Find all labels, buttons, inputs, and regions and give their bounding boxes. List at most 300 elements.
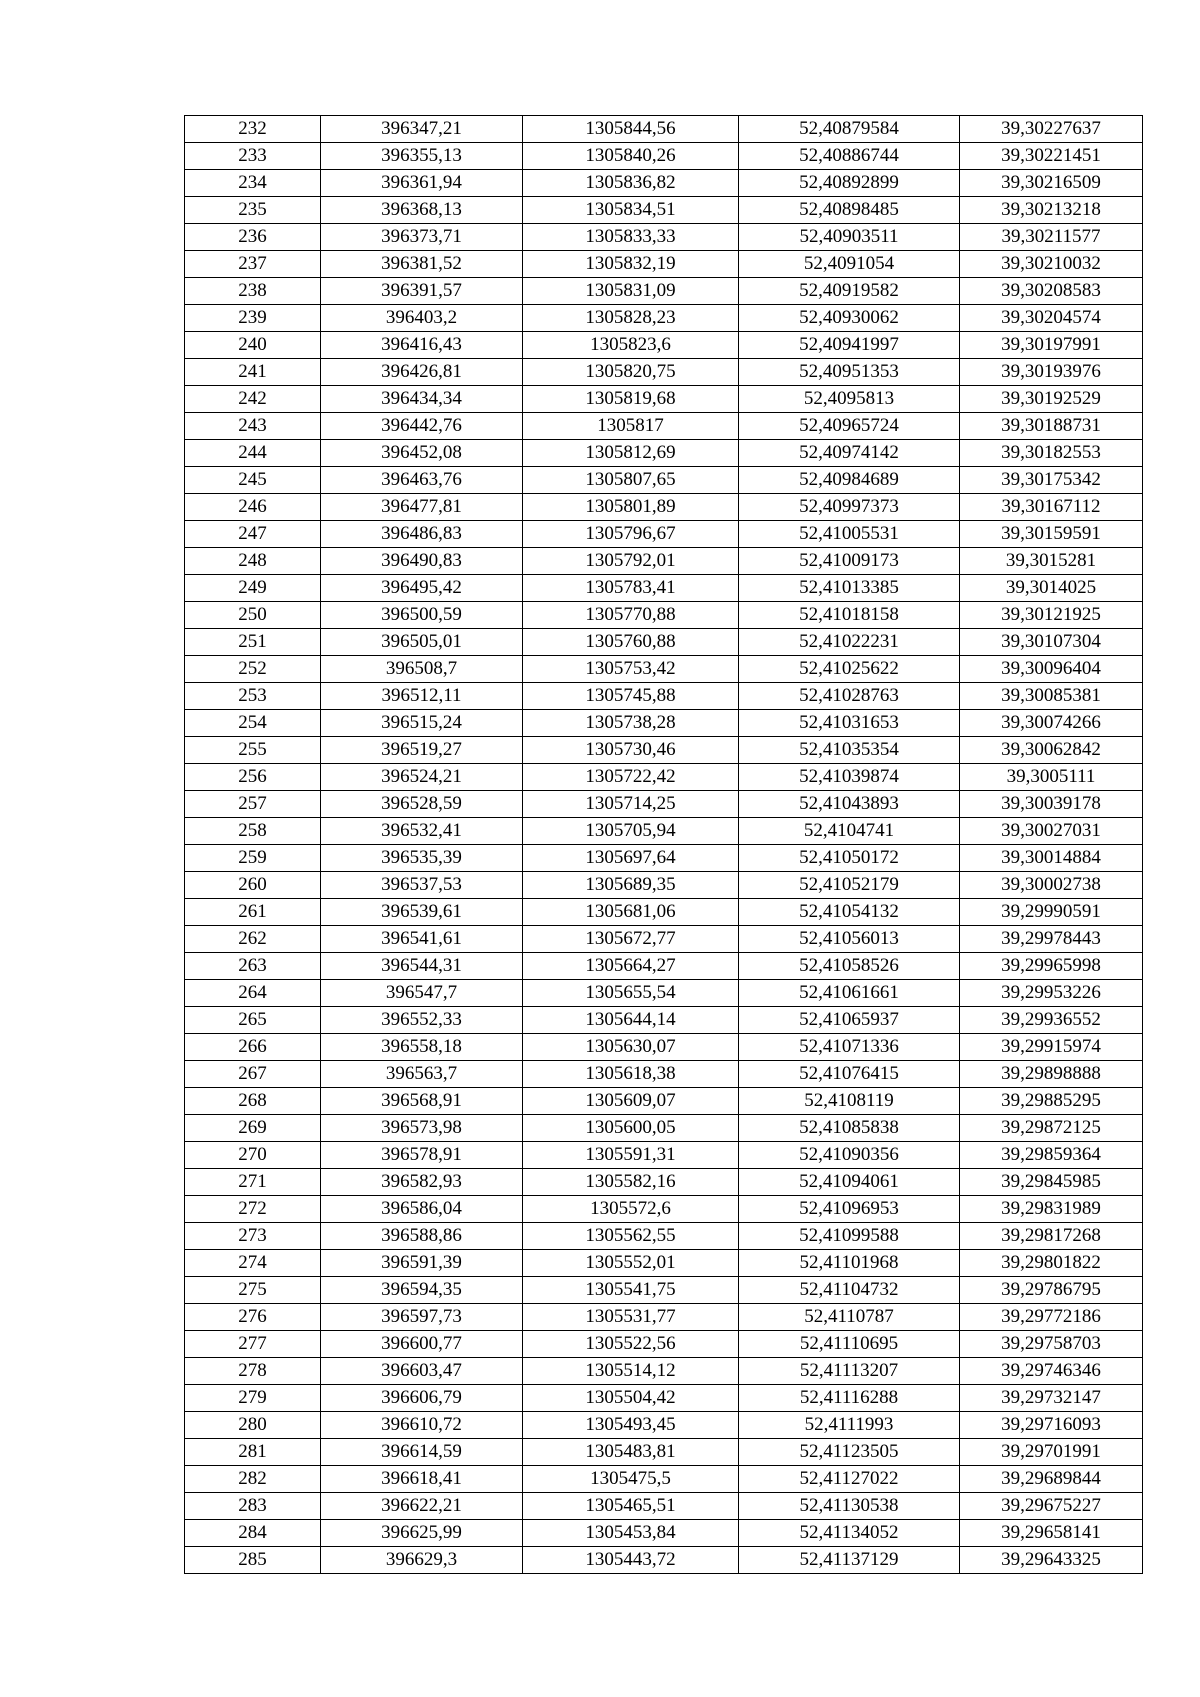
latitude-cell: 52,40984689: [739, 467, 960, 494]
x-coordinate-cell: 396528,59: [321, 791, 523, 818]
x-coordinate-cell: 396610,72: [321, 1412, 523, 1439]
longitude-cell: 39,30107304: [960, 629, 1143, 656]
table-row: [185, 791, 1143, 818]
y-coordinate-cell: 1305831,09: [523, 278, 739, 305]
latitude-cell: 52,41123505: [739, 1439, 960, 1466]
x-coordinate-cell: 396622,21: [321, 1493, 523, 1520]
longitude-cell: 39,30027031: [960, 818, 1143, 845]
point-number-cell: 266: [185, 1034, 321, 1061]
latitude-cell: 52,40892899: [739, 170, 960, 197]
table-row: [185, 818, 1143, 845]
longitude-cell: 39,29898888: [960, 1061, 1143, 1088]
longitude-cell: 39,30159591: [960, 521, 1143, 548]
point-number-cell: 232: [185, 116, 321, 143]
point-number-cell: 285: [185, 1547, 321, 1574]
y-coordinate-cell: 1305630,07: [523, 1034, 739, 1061]
table-row: [185, 926, 1143, 953]
point-number-cell: 281: [185, 1439, 321, 1466]
longitude-cell: 39,30121925: [960, 602, 1143, 629]
point-number-cell: 235: [185, 197, 321, 224]
y-coordinate-cell: 1305796,67: [523, 521, 739, 548]
point-number-cell: 243: [185, 413, 321, 440]
longitude-cell: 39,29689844: [960, 1466, 1143, 1493]
latitude-cell: 52,41056013: [739, 926, 960, 953]
longitude-cell: 39,29953226: [960, 980, 1143, 1007]
point-number-cell: 276: [185, 1304, 321, 1331]
latitude-cell: 52,41028763: [739, 683, 960, 710]
latitude-cell: 52,41035354: [739, 737, 960, 764]
point-number-cell: 255: [185, 737, 321, 764]
longitude-cell: 39,29872125: [960, 1115, 1143, 1142]
table-row: [185, 1250, 1143, 1277]
y-coordinate-cell: 1305753,42: [523, 656, 739, 683]
y-coordinate-cell: 1305572,6: [523, 1196, 739, 1223]
latitude-cell: 52,4091054: [739, 251, 960, 278]
latitude-cell: 52,40903511: [739, 224, 960, 251]
x-coordinate-cell: 396495,42: [321, 575, 523, 602]
latitude-cell: 52,41113207: [739, 1358, 960, 1385]
coordinates-table: [184, 115, 1143, 1574]
y-coordinate-cell: 1305493,45: [523, 1412, 739, 1439]
table-row: [185, 359, 1143, 386]
y-coordinate-cell: 1305828,23: [523, 305, 739, 332]
latitude-cell: 52,41116288: [739, 1385, 960, 1412]
latitude-cell: 52,4104741: [739, 818, 960, 845]
longitude-cell: 39,30221451: [960, 143, 1143, 170]
x-coordinate-cell: 396486,83: [321, 521, 523, 548]
x-coordinate-cell: 396403,2: [321, 305, 523, 332]
table-row: [185, 224, 1143, 251]
table-row: [185, 656, 1143, 683]
latitude-cell: 52,41130538: [739, 1493, 960, 1520]
latitude-cell: 52,41009173: [739, 548, 960, 575]
latitude-cell: 52,41134052: [739, 1520, 960, 1547]
point-number-cell: 247: [185, 521, 321, 548]
latitude-cell: 52,41090356: [739, 1142, 960, 1169]
longitude-cell: 39,29732147: [960, 1385, 1143, 1412]
longitude-cell: 39,29845985: [960, 1169, 1143, 1196]
latitude-cell: 52,40930062: [739, 305, 960, 332]
y-coordinate-cell: 1305783,41: [523, 575, 739, 602]
y-coordinate-cell: 1305475,5: [523, 1466, 739, 1493]
table-row: [185, 1061, 1143, 1088]
table-row: [185, 1304, 1143, 1331]
longitude-cell: 39,30085381: [960, 683, 1143, 710]
table-row: [185, 1493, 1143, 1520]
point-number-cell: 242: [185, 386, 321, 413]
point-number-cell: 264: [185, 980, 321, 1007]
latitude-cell: 52,40965724: [739, 413, 960, 440]
longitude-cell: 39,29716093: [960, 1412, 1143, 1439]
x-coordinate-cell: 396591,39: [321, 1250, 523, 1277]
latitude-cell: 52,41031653: [739, 710, 960, 737]
longitude-cell: 39,3014025: [960, 575, 1143, 602]
longitude-cell: 39,30227637: [960, 116, 1143, 143]
latitude-cell: 52,41043893: [739, 791, 960, 818]
point-number-cell: 274: [185, 1250, 321, 1277]
x-coordinate-cell: 396586,04: [321, 1196, 523, 1223]
x-coordinate-cell: 396568,91: [321, 1088, 523, 1115]
table-row: [185, 602, 1143, 629]
latitude-cell: 52,40879584: [739, 116, 960, 143]
longitude-cell: 39,30211577: [960, 224, 1143, 251]
longitude-cell: 39,30182553: [960, 440, 1143, 467]
y-coordinate-cell: 1305681,06: [523, 899, 739, 926]
point-number-cell: 272: [185, 1196, 321, 1223]
y-coordinate-cell: 1305820,75: [523, 359, 739, 386]
y-coordinate-cell: 1305770,88: [523, 602, 739, 629]
table-row: [185, 278, 1143, 305]
table-row: [185, 1412, 1143, 1439]
longitude-cell: 39,30175342: [960, 467, 1143, 494]
table-row: [185, 1142, 1143, 1169]
longitude-cell: 39,3005111: [960, 764, 1143, 791]
latitude-cell: 52,41018158: [739, 602, 960, 629]
table-row: [185, 980, 1143, 1007]
x-coordinate-cell: 396544,31: [321, 953, 523, 980]
y-coordinate-cell: 1305504,42: [523, 1385, 739, 1412]
point-number-cell: 283: [185, 1493, 321, 1520]
table-row: [185, 548, 1143, 575]
x-coordinate-cell: 396477,81: [321, 494, 523, 521]
point-number-cell: 236: [185, 224, 321, 251]
table-row: [185, 1088, 1143, 1115]
longitude-cell: 39,30062842: [960, 737, 1143, 764]
longitude-cell: 39,29801822: [960, 1250, 1143, 1277]
longitude-cell: 39,29990591: [960, 899, 1143, 926]
y-coordinate-cell: 1305844,56: [523, 116, 739, 143]
x-coordinate-cell: 396368,13: [321, 197, 523, 224]
x-coordinate-cell: 396629,3: [321, 1547, 523, 1574]
y-coordinate-cell: 1305714,25: [523, 791, 739, 818]
y-coordinate-cell: 1305745,88: [523, 683, 739, 710]
y-coordinate-cell: 1305689,35: [523, 872, 739, 899]
table-row: [185, 953, 1143, 980]
table-row: [185, 872, 1143, 899]
longitude-cell: 39,29831989: [960, 1196, 1143, 1223]
x-coordinate-cell: 396552,33: [321, 1007, 523, 1034]
point-number-cell: 233: [185, 143, 321, 170]
point-number-cell: 269: [185, 1115, 321, 1142]
table-row: [185, 413, 1143, 440]
point-number-cell: 273: [185, 1223, 321, 1250]
point-number-cell: 254: [185, 710, 321, 737]
latitude-cell: 52,41101968: [739, 1250, 960, 1277]
longitude-cell: 39,29978443: [960, 926, 1143, 953]
y-coordinate-cell: 1305697,64: [523, 845, 739, 872]
longitude-cell: 39,30197991: [960, 332, 1143, 359]
longitude-cell: 39,30192529: [960, 386, 1143, 413]
point-number-cell: 280: [185, 1412, 321, 1439]
x-coordinate-cell: 396391,57: [321, 278, 523, 305]
longitude-cell: 39,29915974: [960, 1034, 1143, 1061]
point-number-cell: 256: [185, 764, 321, 791]
x-coordinate-cell: 396500,59: [321, 602, 523, 629]
x-coordinate-cell: 396547,7: [321, 980, 523, 1007]
table-row: [185, 494, 1143, 521]
longitude-cell: 39,30213218: [960, 197, 1143, 224]
coordinates-table-body: [185, 116, 1143, 1574]
x-coordinate-cell: 396573,98: [321, 1115, 523, 1142]
latitude-cell: 52,41050172: [739, 845, 960, 872]
point-number-cell: 284: [185, 1520, 321, 1547]
point-number-cell: 239: [185, 305, 321, 332]
longitude-cell: 39,3015281: [960, 548, 1143, 575]
longitude-cell: 39,30193976: [960, 359, 1143, 386]
y-coordinate-cell: 1305453,84: [523, 1520, 739, 1547]
y-coordinate-cell: 1305812,69: [523, 440, 739, 467]
latitude-cell: 52,40919582: [739, 278, 960, 305]
longitude-cell: 39,30096404: [960, 656, 1143, 683]
point-number-cell: 234: [185, 170, 321, 197]
x-coordinate-cell: 396606,79: [321, 1385, 523, 1412]
latitude-cell: 52,41071336: [739, 1034, 960, 1061]
latitude-cell: 52,4095813: [739, 386, 960, 413]
longitude-cell: 39,29746346: [960, 1358, 1143, 1385]
y-coordinate-cell: 1305840,26: [523, 143, 739, 170]
point-number-cell: 244: [185, 440, 321, 467]
x-coordinate-cell: 396355,13: [321, 143, 523, 170]
x-coordinate-cell: 396426,81: [321, 359, 523, 386]
longitude-cell: 39,29786795: [960, 1277, 1143, 1304]
point-number-cell: 262: [185, 926, 321, 953]
y-coordinate-cell: 1305600,05: [523, 1115, 739, 1142]
longitude-cell: 39,30039178: [960, 791, 1143, 818]
y-coordinate-cell: 1305834,51: [523, 197, 739, 224]
point-number-cell: 245: [185, 467, 321, 494]
point-number-cell: 238: [185, 278, 321, 305]
latitude-cell: 52,41058526: [739, 953, 960, 980]
y-coordinate-cell: 1305792,01: [523, 548, 739, 575]
point-number-cell: 265: [185, 1007, 321, 1034]
point-number-cell: 250: [185, 602, 321, 629]
y-coordinate-cell: 1305819,68: [523, 386, 739, 413]
x-coordinate-cell: 396578,91: [321, 1142, 523, 1169]
x-coordinate-cell: 396582,93: [321, 1169, 523, 1196]
x-coordinate-cell: 396618,41: [321, 1466, 523, 1493]
point-number-cell: 248: [185, 548, 321, 575]
longitude-cell: 39,29643325: [960, 1547, 1143, 1574]
x-coordinate-cell: 396588,86: [321, 1223, 523, 1250]
y-coordinate-cell: 1305609,07: [523, 1088, 739, 1115]
x-coordinate-cell: 396614,59: [321, 1439, 523, 1466]
longitude-cell: 39,30208583: [960, 278, 1143, 305]
x-coordinate-cell: 396463,76: [321, 467, 523, 494]
y-coordinate-cell: 1305655,54: [523, 980, 739, 1007]
table-row: [185, 1547, 1143, 1574]
x-coordinate-cell: 396347,21: [321, 116, 523, 143]
x-coordinate-cell: 396600,77: [321, 1331, 523, 1358]
longitude-cell: 39,30210032: [960, 251, 1143, 278]
table-row: [185, 1115, 1143, 1142]
x-coordinate-cell: 396434,34: [321, 386, 523, 413]
x-coordinate-cell: 396442,76: [321, 413, 523, 440]
longitude-cell: 39,30167112: [960, 494, 1143, 521]
x-coordinate-cell: 396558,18: [321, 1034, 523, 1061]
longitude-cell: 39,30002738: [960, 872, 1143, 899]
x-coordinate-cell: 396508,7: [321, 656, 523, 683]
table-row: [185, 575, 1143, 602]
latitude-cell: 52,40886744: [739, 143, 960, 170]
longitude-cell: 39,30188731: [960, 413, 1143, 440]
point-number-cell: 252: [185, 656, 321, 683]
y-coordinate-cell: 1305618,38: [523, 1061, 739, 1088]
latitude-cell: 52,41127022: [739, 1466, 960, 1493]
point-number-cell: 249: [185, 575, 321, 602]
point-number-cell: 240: [185, 332, 321, 359]
y-coordinate-cell: 1305738,28: [523, 710, 739, 737]
point-number-cell: 270: [185, 1142, 321, 1169]
table-row: [185, 1007, 1143, 1034]
x-coordinate-cell: 396505,01: [321, 629, 523, 656]
latitude-cell: 52,41025622: [739, 656, 960, 683]
point-number-cell: 278: [185, 1358, 321, 1385]
x-coordinate-cell: 396381,52: [321, 251, 523, 278]
table-row: [185, 1358, 1143, 1385]
longitude-cell: 39,30074266: [960, 710, 1143, 737]
point-number-cell: 237: [185, 251, 321, 278]
y-coordinate-cell: 1305664,27: [523, 953, 739, 980]
y-coordinate-cell: 1305833,33: [523, 224, 739, 251]
longitude-cell: 39,29701991: [960, 1439, 1143, 1466]
table-row: [185, 899, 1143, 926]
point-number-cell: 259: [185, 845, 321, 872]
y-coordinate-cell: 1305531,77: [523, 1304, 739, 1331]
table-row: [185, 629, 1143, 656]
latitude-cell: 52,41052179: [739, 872, 960, 899]
x-coordinate-cell: 396519,27: [321, 737, 523, 764]
x-coordinate-cell: 396594,35: [321, 1277, 523, 1304]
y-coordinate-cell: 1305817: [523, 413, 739, 440]
point-number-cell: 246: [185, 494, 321, 521]
y-coordinate-cell: 1305483,81: [523, 1439, 739, 1466]
table-row: [185, 1223, 1143, 1250]
x-coordinate-cell: 396515,24: [321, 710, 523, 737]
y-coordinate-cell: 1305832,19: [523, 251, 739, 278]
longitude-cell: 39,29758703: [960, 1331, 1143, 1358]
y-coordinate-cell: 1305760,88: [523, 629, 739, 656]
latitude-cell: 52,40951353: [739, 359, 960, 386]
latitude-cell: 52,41065937: [739, 1007, 960, 1034]
y-coordinate-cell: 1305705,94: [523, 818, 739, 845]
table-row: [185, 764, 1143, 791]
table-row: [185, 1196, 1143, 1223]
latitude-cell: 52,40898485: [739, 197, 960, 224]
latitude-cell: 52,41099588: [739, 1223, 960, 1250]
table-row: [185, 1331, 1143, 1358]
table-row: [185, 197, 1143, 224]
point-number-cell: 282: [185, 1466, 321, 1493]
table-row: [185, 440, 1143, 467]
point-number-cell: 268: [185, 1088, 321, 1115]
longitude-cell: 39,29817268: [960, 1223, 1143, 1250]
longitude-cell: 39,29772186: [960, 1304, 1143, 1331]
point-number-cell: 275: [185, 1277, 321, 1304]
y-coordinate-cell: 1305522,56: [523, 1331, 739, 1358]
x-coordinate-cell: 396373,71: [321, 224, 523, 251]
point-number-cell: 258: [185, 818, 321, 845]
x-coordinate-cell: 396532,41: [321, 818, 523, 845]
table-row: [185, 683, 1143, 710]
x-coordinate-cell: 396597,73: [321, 1304, 523, 1331]
longitude-cell: 39,29859364: [960, 1142, 1143, 1169]
x-coordinate-cell: 396625,99: [321, 1520, 523, 1547]
y-coordinate-cell: 1305807,65: [523, 467, 739, 494]
point-number-cell: 253: [185, 683, 321, 710]
x-coordinate-cell: 396452,08: [321, 440, 523, 467]
latitude-cell: 52,40941997: [739, 332, 960, 359]
y-coordinate-cell: 1305552,01: [523, 1250, 739, 1277]
table-row: [185, 1034, 1143, 1061]
x-coordinate-cell: 396539,61: [321, 899, 523, 926]
y-coordinate-cell: 1305801,89: [523, 494, 739, 521]
table-row: [185, 710, 1143, 737]
table-row: [185, 1385, 1143, 1412]
table-row: [185, 170, 1143, 197]
latitude-cell: 52,4108119: [739, 1088, 960, 1115]
table-row: [185, 386, 1143, 413]
x-coordinate-cell: 396541,61: [321, 926, 523, 953]
latitude-cell: 52,41054132: [739, 899, 960, 926]
table-row: [185, 845, 1143, 872]
point-number-cell: 251: [185, 629, 321, 656]
y-coordinate-cell: 1305562,55: [523, 1223, 739, 1250]
table-row: [185, 1277, 1143, 1304]
point-number-cell: 261: [185, 899, 321, 926]
y-coordinate-cell: 1305541,75: [523, 1277, 739, 1304]
longitude-cell: 39,29675227: [960, 1493, 1143, 1520]
x-coordinate-cell: 396535,39: [321, 845, 523, 872]
y-coordinate-cell: 1305730,46: [523, 737, 739, 764]
point-number-cell: 267: [185, 1061, 321, 1088]
latitude-cell: 52,40997373: [739, 494, 960, 521]
latitude-cell: 52,41085838: [739, 1115, 960, 1142]
longitude-cell: 39,29885295: [960, 1088, 1143, 1115]
table-row: [185, 1466, 1143, 1493]
y-coordinate-cell: 1305591,31: [523, 1142, 739, 1169]
latitude-cell: 52,41022231: [739, 629, 960, 656]
x-coordinate-cell: 396603,47: [321, 1358, 523, 1385]
latitude-cell: 52,41076415: [739, 1061, 960, 1088]
point-number-cell: 241: [185, 359, 321, 386]
latitude-cell: 52,40974142: [739, 440, 960, 467]
longitude-cell: 39,30216509: [960, 170, 1143, 197]
latitude-cell: 52,41005531: [739, 521, 960, 548]
x-coordinate-cell: 396512,11: [321, 683, 523, 710]
x-coordinate-cell: 396490,83: [321, 548, 523, 575]
table-row: [185, 521, 1143, 548]
table-row: [185, 143, 1143, 170]
longitude-cell: 39,29658141: [960, 1520, 1143, 1547]
longitude-cell: 39,30204574: [960, 305, 1143, 332]
point-number-cell: 257: [185, 791, 321, 818]
y-coordinate-cell: 1305514,12: [523, 1358, 739, 1385]
longitude-cell: 39,29936552: [960, 1007, 1143, 1034]
longitude-cell: 39,29965998: [960, 953, 1143, 980]
x-coordinate-cell: 396563,7: [321, 1061, 523, 1088]
table-row: [185, 1520, 1143, 1547]
y-coordinate-cell: 1305582,16: [523, 1169, 739, 1196]
point-number-cell: 271: [185, 1169, 321, 1196]
y-coordinate-cell: 1305823,6: [523, 332, 739, 359]
x-coordinate-cell: 396524,21: [321, 764, 523, 791]
x-coordinate-cell: 396361,94: [321, 170, 523, 197]
y-coordinate-cell: 1305672,77: [523, 926, 739, 953]
table-row: [185, 737, 1143, 764]
latitude-cell: 52,41061661: [739, 980, 960, 1007]
latitude-cell: 52,41013385: [739, 575, 960, 602]
y-coordinate-cell: 1305443,72: [523, 1547, 739, 1574]
